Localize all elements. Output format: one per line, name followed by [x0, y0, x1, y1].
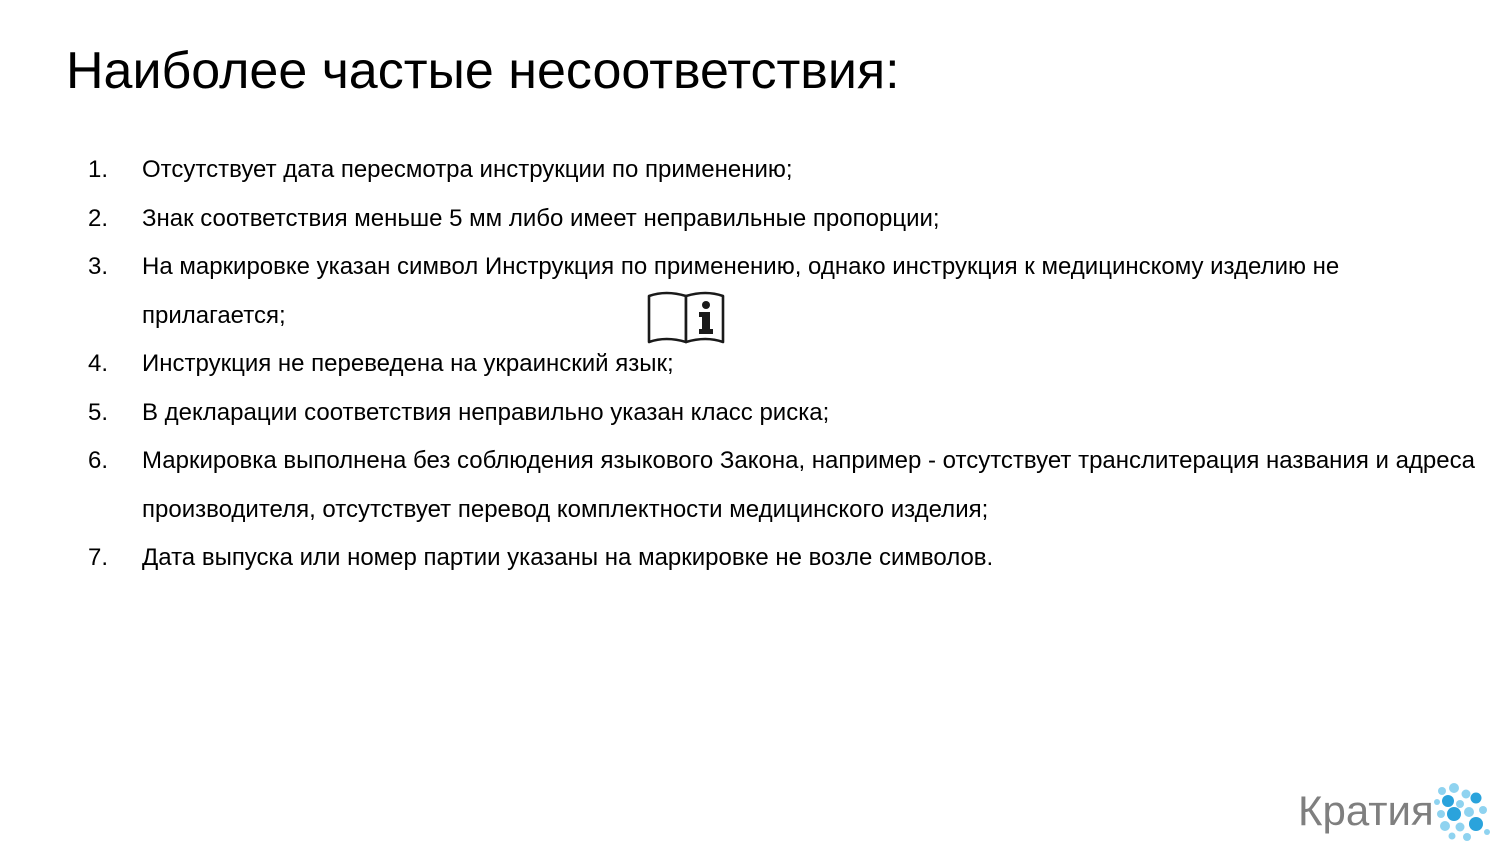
list-item	[88, 195, 1478, 244]
list-item-text: Знак соответствия меньше 5 мм либо имеет неправильные пропорции;	[142, 204, 940, 232]
list-item-number: 7.	[88, 544, 109, 571]
list-item-number: 2.	[88, 204, 109, 232]
list-item	[88, 340, 1478, 389]
list-item-text: Маркировка выполнена без соблюдения языкового Закона, например - отсутствует транслитерация названия и адреса производителя, отсутствует перевод комплектности медицинского изделия;	[142, 447, 1475, 523]
molecule-dots-icon	[1432, 782, 1492, 842]
list-item-number: 3.	[88, 253, 109, 280]
list-item	[88, 534, 1478, 583]
nonconformity-list	[88, 146, 1478, 583]
instructions-for-use-icon	[646, 290, 726, 346]
list-item-text: В декларации соответствия неправильно указан класс риска;	[142, 398, 830, 426]
list-item-number: 5.	[88, 398, 109, 426]
list-item	[88, 243, 1478, 340]
list-item-text: Отсутствует дата пересмотра инструкции по применению;	[142, 156, 793, 183]
list-item-text: Дата выпуска или номер партии указаны на маркировке не возле символов.	[142, 544, 994, 571]
list-item-text: На маркировке указан символ Инструкция по применению, однако инструкция к медицинскому изделию не прилагается;	[142, 253, 1340, 329]
list-item	[88, 389, 1478, 438]
kratiya-logo	[1298, 782, 1498, 844]
slide-title: Наиболее частые несоответствия:	[66, 42, 900, 100]
list-item-number: 6.	[88, 447, 109, 474]
list-item-number: 4.	[88, 350, 109, 377]
list-item-text: Инструкция не переведена на украинский язык;	[142, 350, 674, 377]
list-item	[88, 437, 1478, 534]
list-item-number: 1.	[88, 156, 109, 183]
list-item	[88, 146, 1478, 195]
logo-text: Кратия	[1298, 787, 1434, 834]
